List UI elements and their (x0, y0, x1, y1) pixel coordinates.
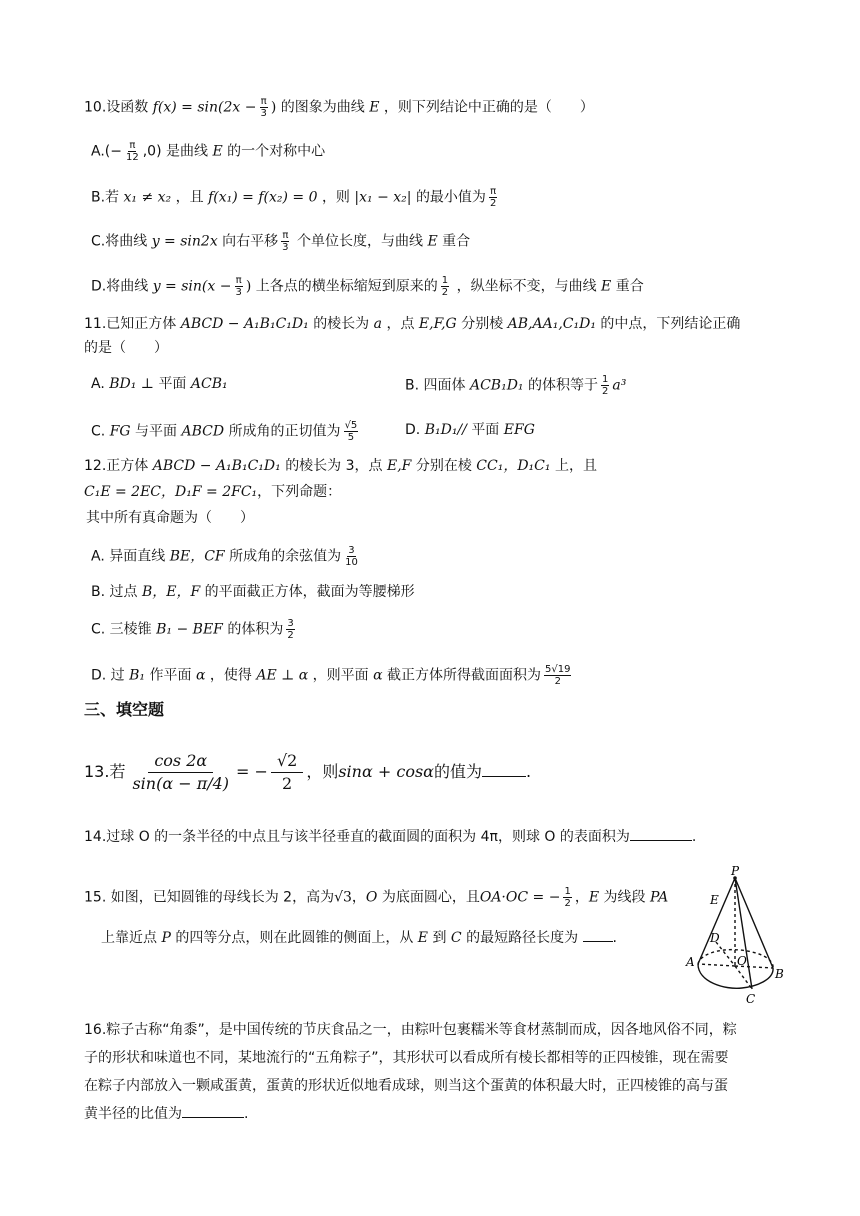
q12-option-d: D. 过 B₁ 作平面 α ，使得 AE ⊥ α ，则平面 α 截正方体所得截面面积为 $\frac{5√19}{2}$ (91, 664, 571, 687)
q14: 14.过球 O 的一条半径的中点且与该半径垂直的截面圆的面积为 4π，则球 O 的表面积为 . (84, 829, 697, 845)
q10-option-a: A.(− $\frac{\pi}{12}$ ,0) 是曲线 E 的一个对称中心 (91, 140, 326, 163)
q10-stem: 10.设函数 f(x) = sin(2x − $\frac{\pi}{3}$ ) 的图象为曲线 E ，则下列结论中正确的是（ ） (84, 96, 594, 119)
label-a: A (686, 955, 695, 969)
q16-answer-blank[interactable] (182, 1117, 244, 1118)
q16-line3: 在粽子内部放入一颗咸蛋黄，蛋黄的形状近似地看成球，则当这个蛋黄的体积最大时，正四棱锥的高与蛋 (84, 1078, 728, 1094)
q12-condition: C₁E = 2EC，D₁F = 2FC₁，下列命题： (84, 484, 342, 500)
q15-line1: 15. 如图，已知圆锥的母线长为 2，高为√3，O 为底面圆心，且OA·OC = − $\frac{1}{2}$ ，E 为线段 PA (84, 886, 669, 909)
q13: 13.若 $\frac{\cos 2\alpha}{\sin(\alpha - \pi/4)}$ = − $\frac{√2}{2}$ ，则sinα + cosα的值为 . (84, 751, 532, 793)
q12-option-b: B. 过点 B，E，F 的平面截正方体，截面为等腰梯形 (91, 584, 415, 600)
q16-line4: 黄半径的比值为 . (84, 1106, 249, 1122)
q11-option-b: B. 四面体 ACB₁D₁ 的体积等于 $\frac{1}{2}$ a³ (405, 374, 627, 397)
q10-option-b: B.若 x₁ ≠ x₂ ，且 f(x₁) = f(x₂) = 0 ，则 |x₁ − x₂| 的最小值为 $\frac{\pi}{2}$ (91, 186, 497, 209)
label-d: D (710, 931, 720, 945)
q12-stem-cont: 其中所有真命题为（ ） (86, 510, 254, 526)
label-o: O (737, 954, 747, 968)
cone-figure (680, 864, 790, 1006)
q13-rhs-fraction: $\frac{√2}{2}$ (271, 750, 303, 795)
q10-option-d: D.将曲线 y = sin(x − $\frac{\pi}{3}$ ) 上各点的横坐标缩短到原来的 $\frac{1}{2}$ ，纵坐标不变，与曲线 E 重合 (91, 275, 644, 298)
q10-label: 10.设函数 (84, 99, 149, 116)
q11-option-d: D. B₁D₁// 平面 EFG (405, 422, 535, 438)
radius-oa (698, 964, 735, 966)
q10-func-frac: $\frac{\pi}{3}$ (260, 96, 267, 119)
q10-func: f(x) = sin(2x − (152, 99, 257, 116)
q11-stem-cont: 的是（ ） (84, 340, 168, 356)
q10-option-c: C.将曲线 y = sin2x 向右平移 $\frac{\pi}{3}$ 个单位长度，与曲线 E 重合 (91, 230, 471, 253)
label-c: C (746, 992, 756, 1006)
q15-answer-blank[interactable] (583, 941, 613, 942)
q13-answer-blank[interactable] (482, 776, 526, 777)
q11-option-c: C. FG 与平面 ABCD 所成角的正切值为 $\frac{√5}{5}$ (91, 420, 358, 443)
q12-stem: 12.正方体 ABCD − A₁B₁C₁D₁ 的棱长为 3，点 E,F 分别在棱 CC₁，D₁C₁ 上，且 (84, 458, 597, 474)
q15-line2: 上靠近点 P 的四等分点，则在此圆锥的侧面上，从 E 到 C 的最短路径长度为 . (101, 930, 617, 946)
cone-slant-left (698, 878, 735, 964)
q16-line2: 子的形状和味道也不同，某地流行的“五角粽子”，其形状可以看成所有棱长都相等的正四棱锥，现在需要 (84, 1050, 729, 1066)
q13-lhs-fraction: $\frac{\cos 2\alpha}{\sin(\alpha - \pi/4)}$ (132, 751, 230, 793)
q12-option-c: C. 三棱锥 B₁ − BEF 的体积为 $\frac{3}{2}$ (91, 618, 294, 641)
q16-line1: 16.粽子古称“角黍”，是中国传统的节庆食品之一，由粽叶包裹糯米等食材蒸制而成，因各地风俗不同，粽 (84, 1022, 737, 1038)
cone-pc (735, 878, 752, 989)
label-p: P (731, 864, 740, 878)
q14-answer-blank[interactable] (630, 840, 692, 841)
q12-option-a: A. 异面直线 BE，CF 所成角的余弦值为 $\frac{3}{10}$ (91, 545, 358, 568)
q11-stem: 11.已知正方体 ABCD − A₁B₁C₁D₁ 的棱长为 a ，点 E,F,G 分别棱 AB,AA₁,C₁D₁ 的中点，下列结论正确 (84, 316, 741, 332)
q11-option-a: A. BD₁ ⊥ 平面 ACB₁ (91, 376, 228, 392)
segment-do (716, 942, 735, 966)
label-b: B (775, 967, 784, 981)
section-heading: 三、填空题 (84, 700, 165, 719)
label-e: E (710, 893, 719, 907)
